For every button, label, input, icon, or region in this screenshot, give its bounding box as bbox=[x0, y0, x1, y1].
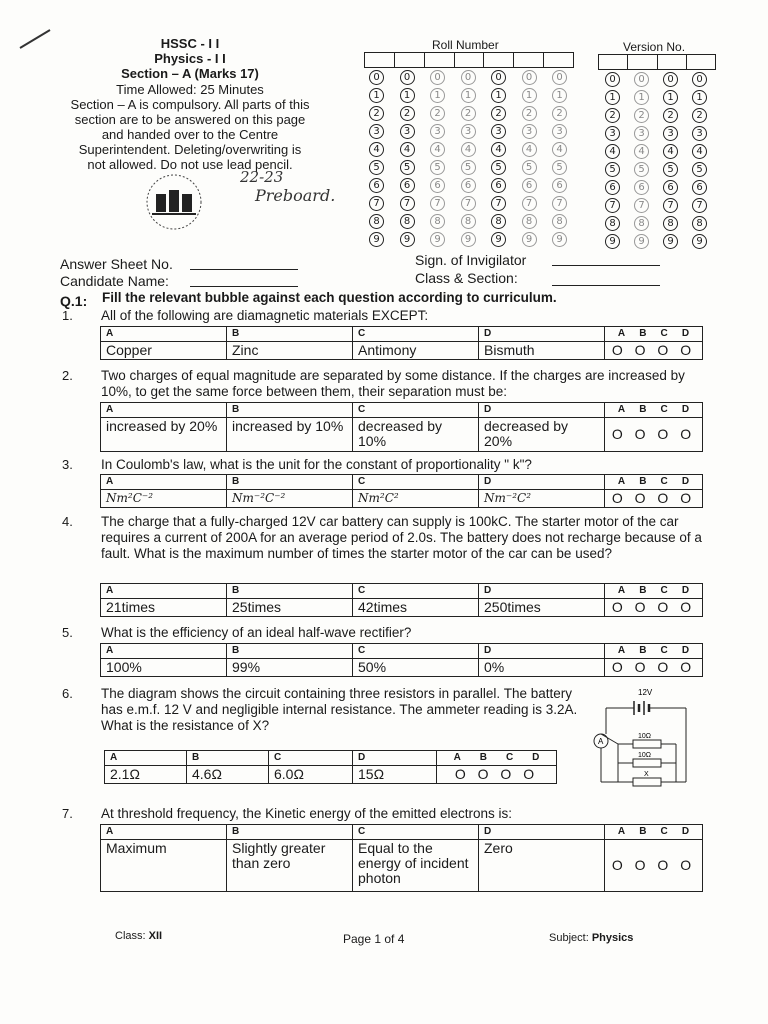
roll-number-bubble[interactable]: 0 bbox=[491, 70, 506, 85]
roll-number-bubble[interactable]: 0 bbox=[522, 70, 537, 85]
roll-number-bubble[interactable]: 2 bbox=[430, 106, 445, 121]
roll-number-bubble[interactable]: 1 bbox=[491, 88, 506, 103]
roll-number-bubble[interactable]: 1 bbox=[552, 88, 567, 103]
roll-number-bubble[interactable]: 5 bbox=[461, 160, 476, 175]
version-number-bubble[interactable]: 2 bbox=[663, 108, 678, 123]
answer-bubbles[interactable]: O O O O bbox=[605, 342, 703, 360]
answer-bubbles[interactable]: O O O O bbox=[605, 840, 703, 892]
circuit-r1-label: 10Ω bbox=[638, 733, 652, 740]
version-number-bubble[interactable]: 5 bbox=[634, 162, 649, 177]
option-letter-header: A bbox=[101, 825, 227, 840]
time-allowed: Time Allowed: 25 Minutes bbox=[116, 82, 264, 97]
roll-number-bubble[interactable]: 2 bbox=[369, 106, 384, 121]
sign-invigilator-field[interactable] bbox=[552, 265, 660, 266]
option-letter-header: C bbox=[353, 584, 479, 599]
answer-letters-header bbox=[605, 327, 703, 342]
version-number-bubble[interactable]: 0 bbox=[663, 72, 678, 87]
option-cell: Antimony bbox=[353, 342, 479, 360]
answer-letter: A bbox=[453, 752, 461, 763]
option-cell: Nm⁻²C² bbox=[479, 490, 605, 508]
roll-number-bubble[interactable]: 9 bbox=[522, 232, 537, 247]
sign-invigilator-label: Sign. of Invigilator bbox=[415, 252, 527, 268]
roll-number-bubble[interactable]: 4 bbox=[430, 142, 445, 157]
roll-number-bubble[interactable]: 6 bbox=[552, 178, 567, 193]
question-number: 7. bbox=[62, 806, 73, 821]
roll-number-bubble[interactable]: 8 bbox=[522, 214, 537, 229]
answer-letters-header bbox=[437, 751, 557, 766]
roll-number-bubble[interactable]: 3 bbox=[400, 124, 415, 139]
answer-letter: C bbox=[660, 404, 668, 415]
roll-number-bubble[interactable]: 8 bbox=[552, 214, 567, 229]
option-cell: increased by 10% bbox=[227, 418, 353, 452]
options-table bbox=[100, 474, 703, 508]
roll-number-bubble[interactable]: 0 bbox=[369, 70, 384, 85]
version-number-bubble[interactable]: 0 bbox=[692, 72, 707, 87]
version-number-column bbox=[605, 72, 620, 249]
roll-number-bubble[interactable]: 5 bbox=[522, 160, 537, 175]
version-number-bubble[interactable]: 3 bbox=[634, 126, 649, 141]
option-cell: Equal to the energy of incident photon bbox=[353, 840, 479, 892]
option-letter-header: A bbox=[101, 475, 227, 490]
option-letter-header: C bbox=[353, 327, 479, 342]
version-number-bubble[interactable]: 1 bbox=[663, 90, 678, 105]
version-number-bubble[interactable]: 6 bbox=[634, 180, 649, 195]
circuit-r2-label: 10Ω bbox=[638, 752, 652, 759]
roll-number-bubble[interactable]: 9 bbox=[491, 232, 506, 247]
roll-number-bubble[interactable]: 6 bbox=[430, 178, 445, 193]
roll-number-bubble[interactable]: 8 bbox=[461, 214, 476, 229]
question-number: 2. bbox=[62, 368, 73, 383]
answer-letter: A bbox=[617, 585, 626, 596]
answer-letters-header bbox=[605, 644, 703, 659]
roll-number-column bbox=[491, 70, 506, 247]
roll-number-bubble[interactable]: 9 bbox=[552, 232, 567, 247]
version-number-bubble[interactable]: 0 bbox=[634, 72, 649, 87]
answer-letter: B bbox=[639, 585, 647, 596]
header-line1: HSSC - I I bbox=[160, 36, 220, 51]
answer-letter: C bbox=[660, 476, 668, 487]
question-text: The charge that a fully-charged 12V car battery can supply is 100kC. The starter motor of the car requires a current of 200A for an average period of 2.0s. The battery does not recharge because of a fault. What is the maximum number of times the starter motor of the car can be used? bbox=[101, 514, 702, 561]
option-letter-header: A bbox=[101, 644, 227, 659]
answer-letter: D bbox=[681, 585, 690, 596]
roll-number-bubble[interactable]: 4 bbox=[400, 142, 415, 157]
option-letter-header: D bbox=[479, 403, 605, 418]
roll-number-bubble[interactable]: 1 bbox=[461, 88, 476, 103]
roll-number-bubble[interactable]: 9 bbox=[369, 232, 384, 247]
option-cell: 2.1Ω bbox=[105, 766, 187, 784]
version-number-column bbox=[663, 72, 678, 249]
answer-letters-header bbox=[605, 584, 703, 599]
version-number-bubble[interactable]: 7 bbox=[605, 198, 620, 213]
answer-letter: C bbox=[660, 328, 668, 339]
option-cell: Nm²C² bbox=[353, 490, 479, 508]
question-text: In Coulomb's law, what is the unit for the constant of proportionality " k"? bbox=[101, 457, 532, 472]
answer-letter: B bbox=[639, 328, 647, 339]
q1-heading: Fill the relevant bubble against each question according to curriculum. bbox=[102, 290, 557, 305]
answer-letter: D bbox=[681, 328, 690, 339]
answer-letter: B bbox=[639, 476, 647, 487]
candidate-name-field[interactable] bbox=[190, 286, 298, 287]
version-number-bubble[interactable]: 6 bbox=[605, 180, 620, 195]
version-number-bubble[interactable]: 4 bbox=[692, 144, 707, 159]
version-number-bubble[interactable]: 3 bbox=[692, 126, 707, 141]
roll-number-bubble[interactable]: 1 bbox=[522, 88, 537, 103]
option-cell: 0% bbox=[479, 659, 605, 677]
answer-letter: A bbox=[617, 826, 626, 837]
option-cell: Zinc bbox=[227, 342, 353, 360]
option-cell: 4.6Ω bbox=[187, 766, 269, 784]
handwritten-year: 22-23 bbox=[240, 168, 284, 186]
answer-letter: C bbox=[660, 826, 668, 837]
question-number: 1. bbox=[62, 308, 73, 323]
option-cell: Slightly greater than zero bbox=[227, 840, 353, 892]
option-cell: Copper bbox=[101, 342, 227, 360]
answer-letter: D bbox=[681, 826, 690, 837]
roll-number-bubble[interactable]: 5 bbox=[400, 160, 415, 175]
footer-class-value: XII bbox=[148, 930, 163, 942]
footer-subject-label: Subject: bbox=[549, 932, 589, 944]
question-number: 5. bbox=[62, 625, 73, 640]
class-section-label: Class & Section: bbox=[415, 270, 518, 286]
options-table bbox=[100, 402, 703, 452]
option-letter-header: D bbox=[479, 644, 605, 659]
version-number-bubble[interactable]: 8 bbox=[605, 216, 620, 231]
roll-number-bubble[interactable]: 0 bbox=[430, 70, 445, 85]
answer-bubbles[interactable]: O O O O bbox=[437, 766, 557, 784]
school-logo bbox=[138, 172, 210, 232]
roll-number-bubble[interactable]: 7 bbox=[552, 196, 567, 211]
version-number-bubble[interactable]: 9 bbox=[663, 234, 678, 249]
question-number: 3. bbox=[62, 457, 73, 472]
roll-number-bubble[interactable]: 1 bbox=[400, 88, 415, 103]
option-letter-header: D bbox=[479, 584, 605, 599]
answer-letters-header bbox=[605, 403, 703, 418]
q1-number: Q.1: bbox=[60, 293, 88, 309]
option-letter-header: C bbox=[353, 475, 479, 490]
roll-number-bubble[interactable]: 2 bbox=[400, 106, 415, 121]
roll-number-bubble[interactable]: 8 bbox=[400, 214, 415, 229]
version-number-bubble[interactable]: 0 bbox=[605, 72, 620, 87]
version-number-bubble[interactable]: 5 bbox=[663, 162, 678, 177]
circuit-rx-label: X bbox=[644, 771, 649, 778]
version-number-bubble[interactable]: 4 bbox=[663, 144, 678, 159]
question-text: At threshold frequency, the Kinetic energy of the emitted electrons is: bbox=[101, 806, 512, 821]
option-cell: 21times bbox=[101, 599, 227, 617]
roll-number-bubble[interactable]: 4 bbox=[461, 142, 476, 157]
version-number-bubble[interactable]: 6 bbox=[663, 180, 678, 195]
option-letter-header: C bbox=[353, 825, 479, 840]
version-number-bubble[interactable]: 7 bbox=[663, 198, 678, 213]
option-cell: decreased by 10% bbox=[353, 418, 479, 452]
option-cell: 6.0Ω bbox=[269, 766, 353, 784]
roll-number-bubble[interactable]: 3 bbox=[522, 124, 537, 139]
footer-class bbox=[115, 930, 162, 942]
roll-number-bubble[interactable]: 3 bbox=[369, 124, 384, 139]
roll-number-column bbox=[461, 70, 476, 247]
roll-number-bubble[interactable]: 7 bbox=[430, 196, 445, 211]
circuit-diagram bbox=[588, 686, 698, 801]
answer-letter: D bbox=[681, 645, 690, 656]
roll-number-bubble[interactable]: 3 bbox=[430, 124, 445, 139]
version-number-bubble[interactable]: 8 bbox=[634, 216, 649, 231]
circuit-ammeter-label: A bbox=[598, 737, 604, 746]
instruction-line1: Section – A is compulsory. All parts of this bbox=[70, 97, 310, 112]
option-letter-header: A bbox=[101, 403, 227, 418]
roll-number-bubble[interactable]: 3 bbox=[461, 124, 476, 139]
answer-letter: A bbox=[617, 328, 626, 339]
roll-number-bubble[interactable]: 0 bbox=[400, 70, 415, 85]
option-cell: 250times bbox=[479, 599, 605, 617]
options-table bbox=[104, 750, 557, 784]
footer-subject-value: Physics bbox=[591, 932, 634, 944]
roll-number-column bbox=[400, 70, 415, 247]
answer-letter: D bbox=[681, 476, 690, 487]
question-text: The diagram shows the circuit containing three resistors in parallel. The battery has e.m.f. 12 V and negligible internal resistance. The ammeter reading is 3.2A. What is the resistance of X? bbox=[101, 686, 578, 733]
version-number-bubble[interactable]: 7 bbox=[692, 198, 707, 213]
options-table bbox=[100, 643, 703, 677]
roll-number-bubble[interactable]: 6 bbox=[369, 178, 384, 193]
answer-letter: A bbox=[617, 476, 626, 487]
handwritten-preboard: Preboard. bbox=[255, 186, 336, 205]
question-number: 4. bbox=[62, 514, 73, 529]
option-letter-header: B bbox=[227, 584, 353, 599]
roll-number-bubble[interactable]: 5 bbox=[369, 160, 384, 175]
roll-number-bubble[interactable]: 4 bbox=[552, 142, 567, 157]
option-cell: 15Ω bbox=[353, 766, 437, 784]
option-cell: decreased by 20% bbox=[479, 418, 605, 452]
circuit-emf-label: 12V bbox=[638, 688, 653, 697]
version-number-bubble[interactable]: 2 bbox=[605, 108, 620, 123]
answer-letter: A bbox=[617, 645, 626, 656]
roll-number-bubble[interactable]: 6 bbox=[491, 178, 506, 193]
answer-letter: D bbox=[681, 404, 690, 415]
option-letter-header: D bbox=[479, 475, 605, 490]
instruction-line4: Superintendent. Deleting/overwriting is bbox=[78, 142, 302, 157]
option-letter-header: B bbox=[227, 825, 353, 840]
answer-bubbles[interactable]: O O O O bbox=[605, 418, 703, 452]
roll-number-bubble[interactable]: 1 bbox=[369, 88, 384, 103]
roll-number-column bbox=[522, 70, 537, 247]
roll-number-bubble[interactable]: 2 bbox=[491, 106, 506, 121]
class-section-field[interactable] bbox=[552, 285, 660, 286]
answer-letter: B bbox=[639, 645, 647, 656]
footer-page: Page 1 of 4 bbox=[343, 932, 405, 946]
answer-letter: C bbox=[660, 645, 668, 656]
answer-letter: B bbox=[639, 826, 647, 837]
candidate-name-label: Candidate Name: bbox=[60, 273, 169, 289]
version-number-bubble[interactable]: 9 bbox=[605, 234, 620, 249]
roll-number-label: Roll Number bbox=[432, 38, 499, 52]
roll-number-column bbox=[552, 70, 567, 247]
version-number-column bbox=[634, 72, 649, 249]
option-letter-header: B bbox=[227, 644, 353, 659]
answer-bubbles[interactable]: O O O O bbox=[605, 659, 703, 677]
version-number-bubble[interactable]: 4 bbox=[634, 144, 649, 159]
version-number-boxes[interactable] bbox=[598, 54, 716, 70]
version-number-bubble[interactable]: 9 bbox=[634, 234, 649, 249]
question-text: Two charges of equal magnitude are separated by some distance. If the charges are increased by 10%, to get the same force between them, their separation must be: bbox=[101, 368, 685, 399]
header-line3: Section – A (Marks 17) bbox=[121, 66, 259, 81]
roll-number-column bbox=[430, 70, 445, 247]
version-number-bubble[interactable]: 9 bbox=[692, 234, 707, 249]
option-cell: 99% bbox=[227, 659, 353, 677]
roll-number-bubble[interactable]: 3 bbox=[491, 124, 506, 139]
roll-number-bubble[interactable]: 8 bbox=[369, 214, 384, 229]
version-number-bubble[interactable]: 1 bbox=[692, 90, 707, 105]
roll-number-bubble[interactable]: 1 bbox=[430, 88, 445, 103]
version-number-bubble[interactable]: 8 bbox=[692, 216, 707, 231]
answer-bubbles[interactable]: O O O O bbox=[605, 599, 703, 617]
question-text: All of the following are diamagnetic materials EXCEPT: bbox=[101, 308, 429, 323]
answer-letter: B bbox=[639, 404, 647, 415]
roll-number-boxes[interactable] bbox=[364, 52, 574, 68]
header-line2: Physics - I I bbox=[154, 51, 226, 66]
roll-number-bubble[interactable]: 9 bbox=[400, 232, 415, 247]
roll-number-bubble[interactable]: 4 bbox=[491, 142, 506, 157]
roll-number-bubble[interactable]: 4 bbox=[522, 142, 537, 157]
question-text: What is the efficiency of an ideal half-wave rectifier? bbox=[101, 625, 412, 640]
version-number-bubble[interactable]: 3 bbox=[605, 126, 620, 141]
roll-number-bubble[interactable]: 5 bbox=[491, 160, 506, 175]
option-cell: Bismuth bbox=[479, 342, 605, 360]
option-letter-header: A bbox=[105, 751, 187, 766]
roll-number-bubble[interactable]: 6 bbox=[461, 178, 476, 193]
version-number-bubble[interactable]: 7 bbox=[634, 198, 649, 213]
roll-number-bubble[interactable]: 8 bbox=[491, 214, 506, 229]
answer-bubbles[interactable]: O O O O bbox=[605, 490, 703, 508]
options-table bbox=[100, 326, 703, 360]
roll-number-bubble[interactable]: 0 bbox=[552, 70, 567, 85]
option-cell: Nm²C⁻² bbox=[101, 490, 227, 508]
roll-number-bubble[interactable]: 0 bbox=[461, 70, 476, 85]
roll-number-bubble[interactable]: 4 bbox=[369, 142, 384, 157]
version-number-bubble[interactable]: 2 bbox=[634, 108, 649, 123]
option-cell: increased by 20% bbox=[101, 418, 227, 452]
answer-letter: C bbox=[505, 752, 514, 763]
answer-letter: C bbox=[660, 585, 668, 596]
version-number-bubble[interactable]: 5 bbox=[605, 162, 620, 177]
instruction-line5: not allowed. Do not use lead pencil. bbox=[87, 157, 293, 172]
roll-number-bubble[interactable]: 2 bbox=[552, 106, 567, 121]
roll-number-bubble[interactable]: 2 bbox=[522, 106, 537, 121]
roll-number-bubble[interactable]: 3 bbox=[552, 124, 567, 139]
version-number-bubble[interactable]: 6 bbox=[692, 180, 707, 195]
roll-number-bubble[interactable]: 7 bbox=[369, 196, 384, 211]
option-letter-header: B bbox=[227, 403, 353, 418]
question-number: 6. bbox=[62, 686, 73, 701]
roll-number-bubble[interactable]: 7 bbox=[522, 196, 537, 211]
option-cell: 50% bbox=[353, 659, 479, 677]
version-number-bubble[interactable]: 1 bbox=[634, 90, 649, 105]
option-cell: Zero bbox=[479, 840, 605, 892]
option-letter-header: C bbox=[353, 403, 479, 418]
option-cell: 42times bbox=[353, 599, 479, 617]
footer-subject bbox=[549, 932, 633, 944]
instruction-line3: and handed over to the Centre bbox=[101, 127, 279, 142]
version-number-bubble[interactable]: 1 bbox=[605, 90, 620, 105]
version-number-column bbox=[692, 72, 707, 249]
roll-number-bubble[interactable]: 5 bbox=[552, 160, 567, 175]
version-number-bubble[interactable]: 5 bbox=[692, 162, 707, 177]
roll-number-bubble[interactable]: 9 bbox=[461, 232, 476, 247]
roll-number-bubble[interactable]: 2 bbox=[461, 106, 476, 121]
option-cell: 100% bbox=[101, 659, 227, 677]
roll-number-bubble[interactable]: 7 bbox=[400, 196, 415, 211]
option-letter-header: D bbox=[479, 825, 605, 840]
roll-number-bubble[interactable]: 6 bbox=[400, 178, 415, 193]
version-number-bubble[interactable]: 3 bbox=[663, 126, 678, 141]
option-letter-header: B bbox=[227, 327, 353, 342]
option-letter-header: A bbox=[101, 327, 227, 342]
roll-number-bubble[interactable]: 7 bbox=[491, 196, 506, 211]
option-cell: Nm⁻²C⁻² bbox=[227, 490, 353, 508]
answer-letter: B bbox=[479, 752, 488, 763]
instruction-line2: section are to be answered on this page bbox=[74, 112, 306, 127]
roll-number-bubble[interactable]: 5 bbox=[430, 160, 445, 175]
roll-number-bubble[interactable]: 6 bbox=[522, 178, 537, 193]
answer-letter: D bbox=[532, 752, 540, 763]
roll-number-bubble[interactable]: 9 bbox=[430, 232, 445, 247]
answer-letter: A bbox=[617, 404, 626, 415]
version-number-bubble[interactable]: 2 bbox=[692, 108, 707, 123]
option-letter-header: D bbox=[479, 327, 605, 342]
roll-number-bubble[interactable]: 8 bbox=[430, 214, 445, 229]
option-cell: Maximum bbox=[101, 840, 227, 892]
option-letter-header: B bbox=[187, 751, 269, 766]
version-number-label: Version No. bbox=[623, 40, 686, 54]
footer-class-label: Class: bbox=[115, 930, 146, 942]
answer-sheet-label: Answer Sheet No. bbox=[60, 256, 173, 272]
option-cell: 25times bbox=[227, 599, 353, 617]
option-letter-header: A bbox=[101, 584, 227, 599]
options-table bbox=[100, 824, 703, 892]
option-letter-header: C bbox=[353, 644, 479, 659]
answer-letters-header bbox=[605, 825, 703, 840]
option-letter-header: B bbox=[227, 475, 353, 490]
answer-letters-header bbox=[605, 475, 703, 490]
version-number-bubble[interactable]: 8 bbox=[663, 216, 678, 231]
options-table bbox=[100, 583, 703, 617]
option-letter-header: C bbox=[269, 751, 353, 766]
roll-number-column bbox=[369, 70, 384, 247]
version-number-bubble[interactable]: 4 bbox=[605, 144, 620, 159]
option-letter-header: D bbox=[353, 751, 437, 766]
roll-number-bubble[interactable]: 7 bbox=[461, 196, 476, 211]
answer-sheet-field[interactable] bbox=[190, 269, 298, 270]
